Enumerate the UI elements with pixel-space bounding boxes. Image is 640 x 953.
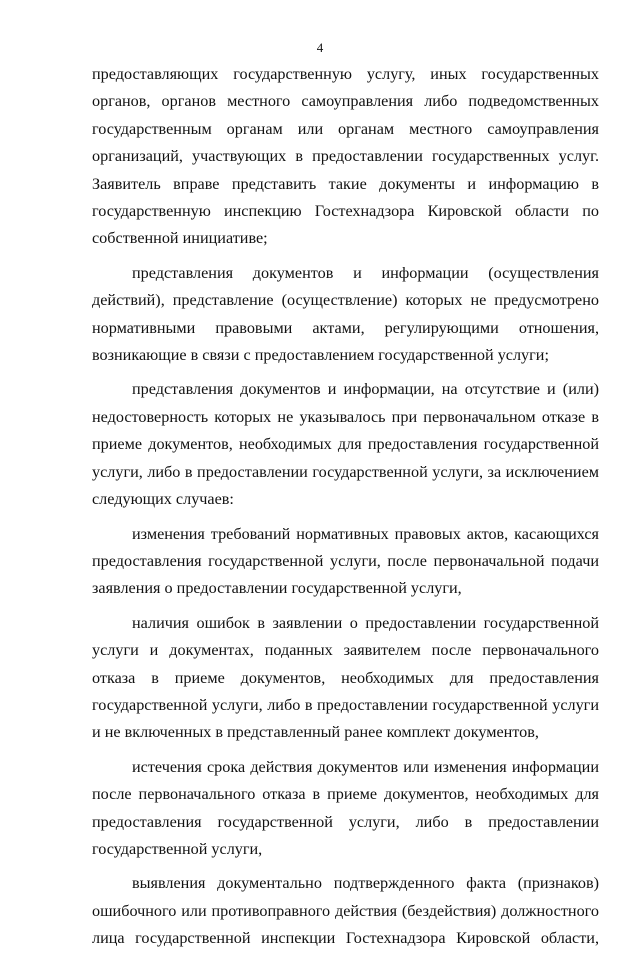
paragraph-6: истечения срока действия документов или изменения информации после первоначального отказа в приеме документов, необходимых для предоставления государственной услуги, либо в предоставлении государственной услуги, (92, 757, 599, 858)
paragraph-7: выявления документально подтвержденного факта (признаков) ошибочного или противоправного действия (бездействия) должностного лица государственной инспекции Гостехнадзора Кировской области, (92, 874, 599, 948)
paragraph-1: предоставляющих государственную услугу, иных государственных органов, органов местного самоуправления либо подведомственных государственным органам или органам местного самоуправления организаций, участвующих в предоставлении государственных услуг. Заявитель вправе представить такие документы и информацию в государственную инспекцию Гостехнадзора Кировской области по собственной инициативе; (92, 65, 599, 248)
paragraph-4: изменения требований нормативных правовых актов, касающихся предоставления государственной услуги, после первоначальной подачи заявления о предоставлении государственной услуги, (92, 524, 599, 598)
paragraph-5: наличия ошибок в заявлении о предоставлении государственной услуги и документах, поданных заявителем после первоначального отказа в приеме документов, необходимых для предоставления государственной услуги, либо в предоставлении государственной услуги и не включенных в представленный ранее комплект документов, (92, 613, 599, 742)
paragraph-2: представления документов и информации (осуществления действий), представление (осуществление) которых не предусмотрено нормативными правовыми актами, регулирующими отношения, возникающие в связи с предоставлением государственной услуги; (92, 263, 599, 365)
paragraph-3: представления документов и информации, на отсутствие и (или) недостоверность которых не указывалось при первоначальном отказе в приеме документов, необходимых для предоставления государственной услуги, либо в предоставлении государственной услуги, за исключением следующих случаев: (92, 380, 599, 509)
document-body (92, 61, 599, 953)
page-number: 4 (316, 40, 324, 55)
